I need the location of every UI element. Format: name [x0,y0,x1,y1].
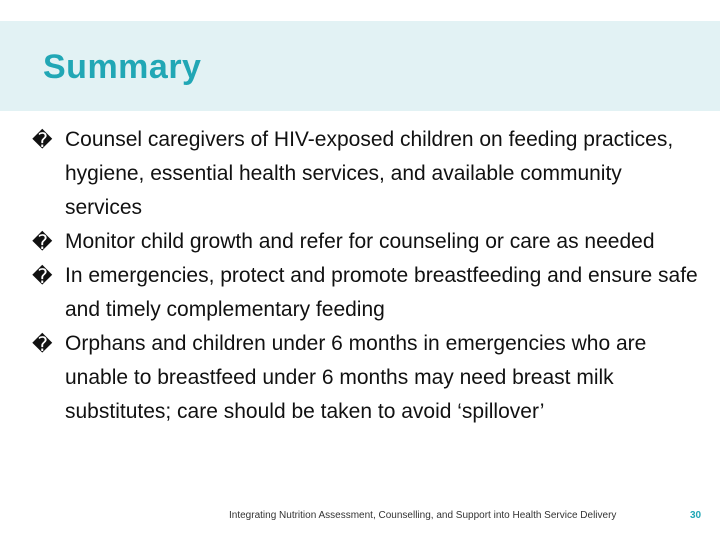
bullet-text: Monitor child growth and refer for counseling or care as needed [65,230,655,253]
bullet-text: Counsel caregivers of HIV-exposed children on feeding practices, hygiene, essential health services, and available community services [65,128,674,219]
bullet-item [32,123,700,225]
slide-title: Summary [43,48,202,86]
bullet-text: Orphans and children under 6 months in emergencies who are unable to breastfeed under 6 months may need breast milk substitutes; care should be taken to avoid ‘spillover’ [65,332,647,423]
bullet-text: In emergencies, protect and promote breastfeeding and ensure safe and timely complementary feeding [65,264,698,321]
bullet-list [32,123,700,429]
bullet-marker-icon: � [32,230,53,254]
bullet-marker-icon: � [32,264,53,288]
bullet-marker-icon: � [32,332,53,356]
bullet-item [32,259,700,327]
bullet-item [32,327,700,429]
page-number: 30 [690,510,702,521]
footer-text: Integrating Nutrition Assessment, Counselling, and Support into Health Service Delivery [229,510,617,521]
bullet-item [32,225,700,259]
bullet-marker-icon: � [32,128,53,152]
